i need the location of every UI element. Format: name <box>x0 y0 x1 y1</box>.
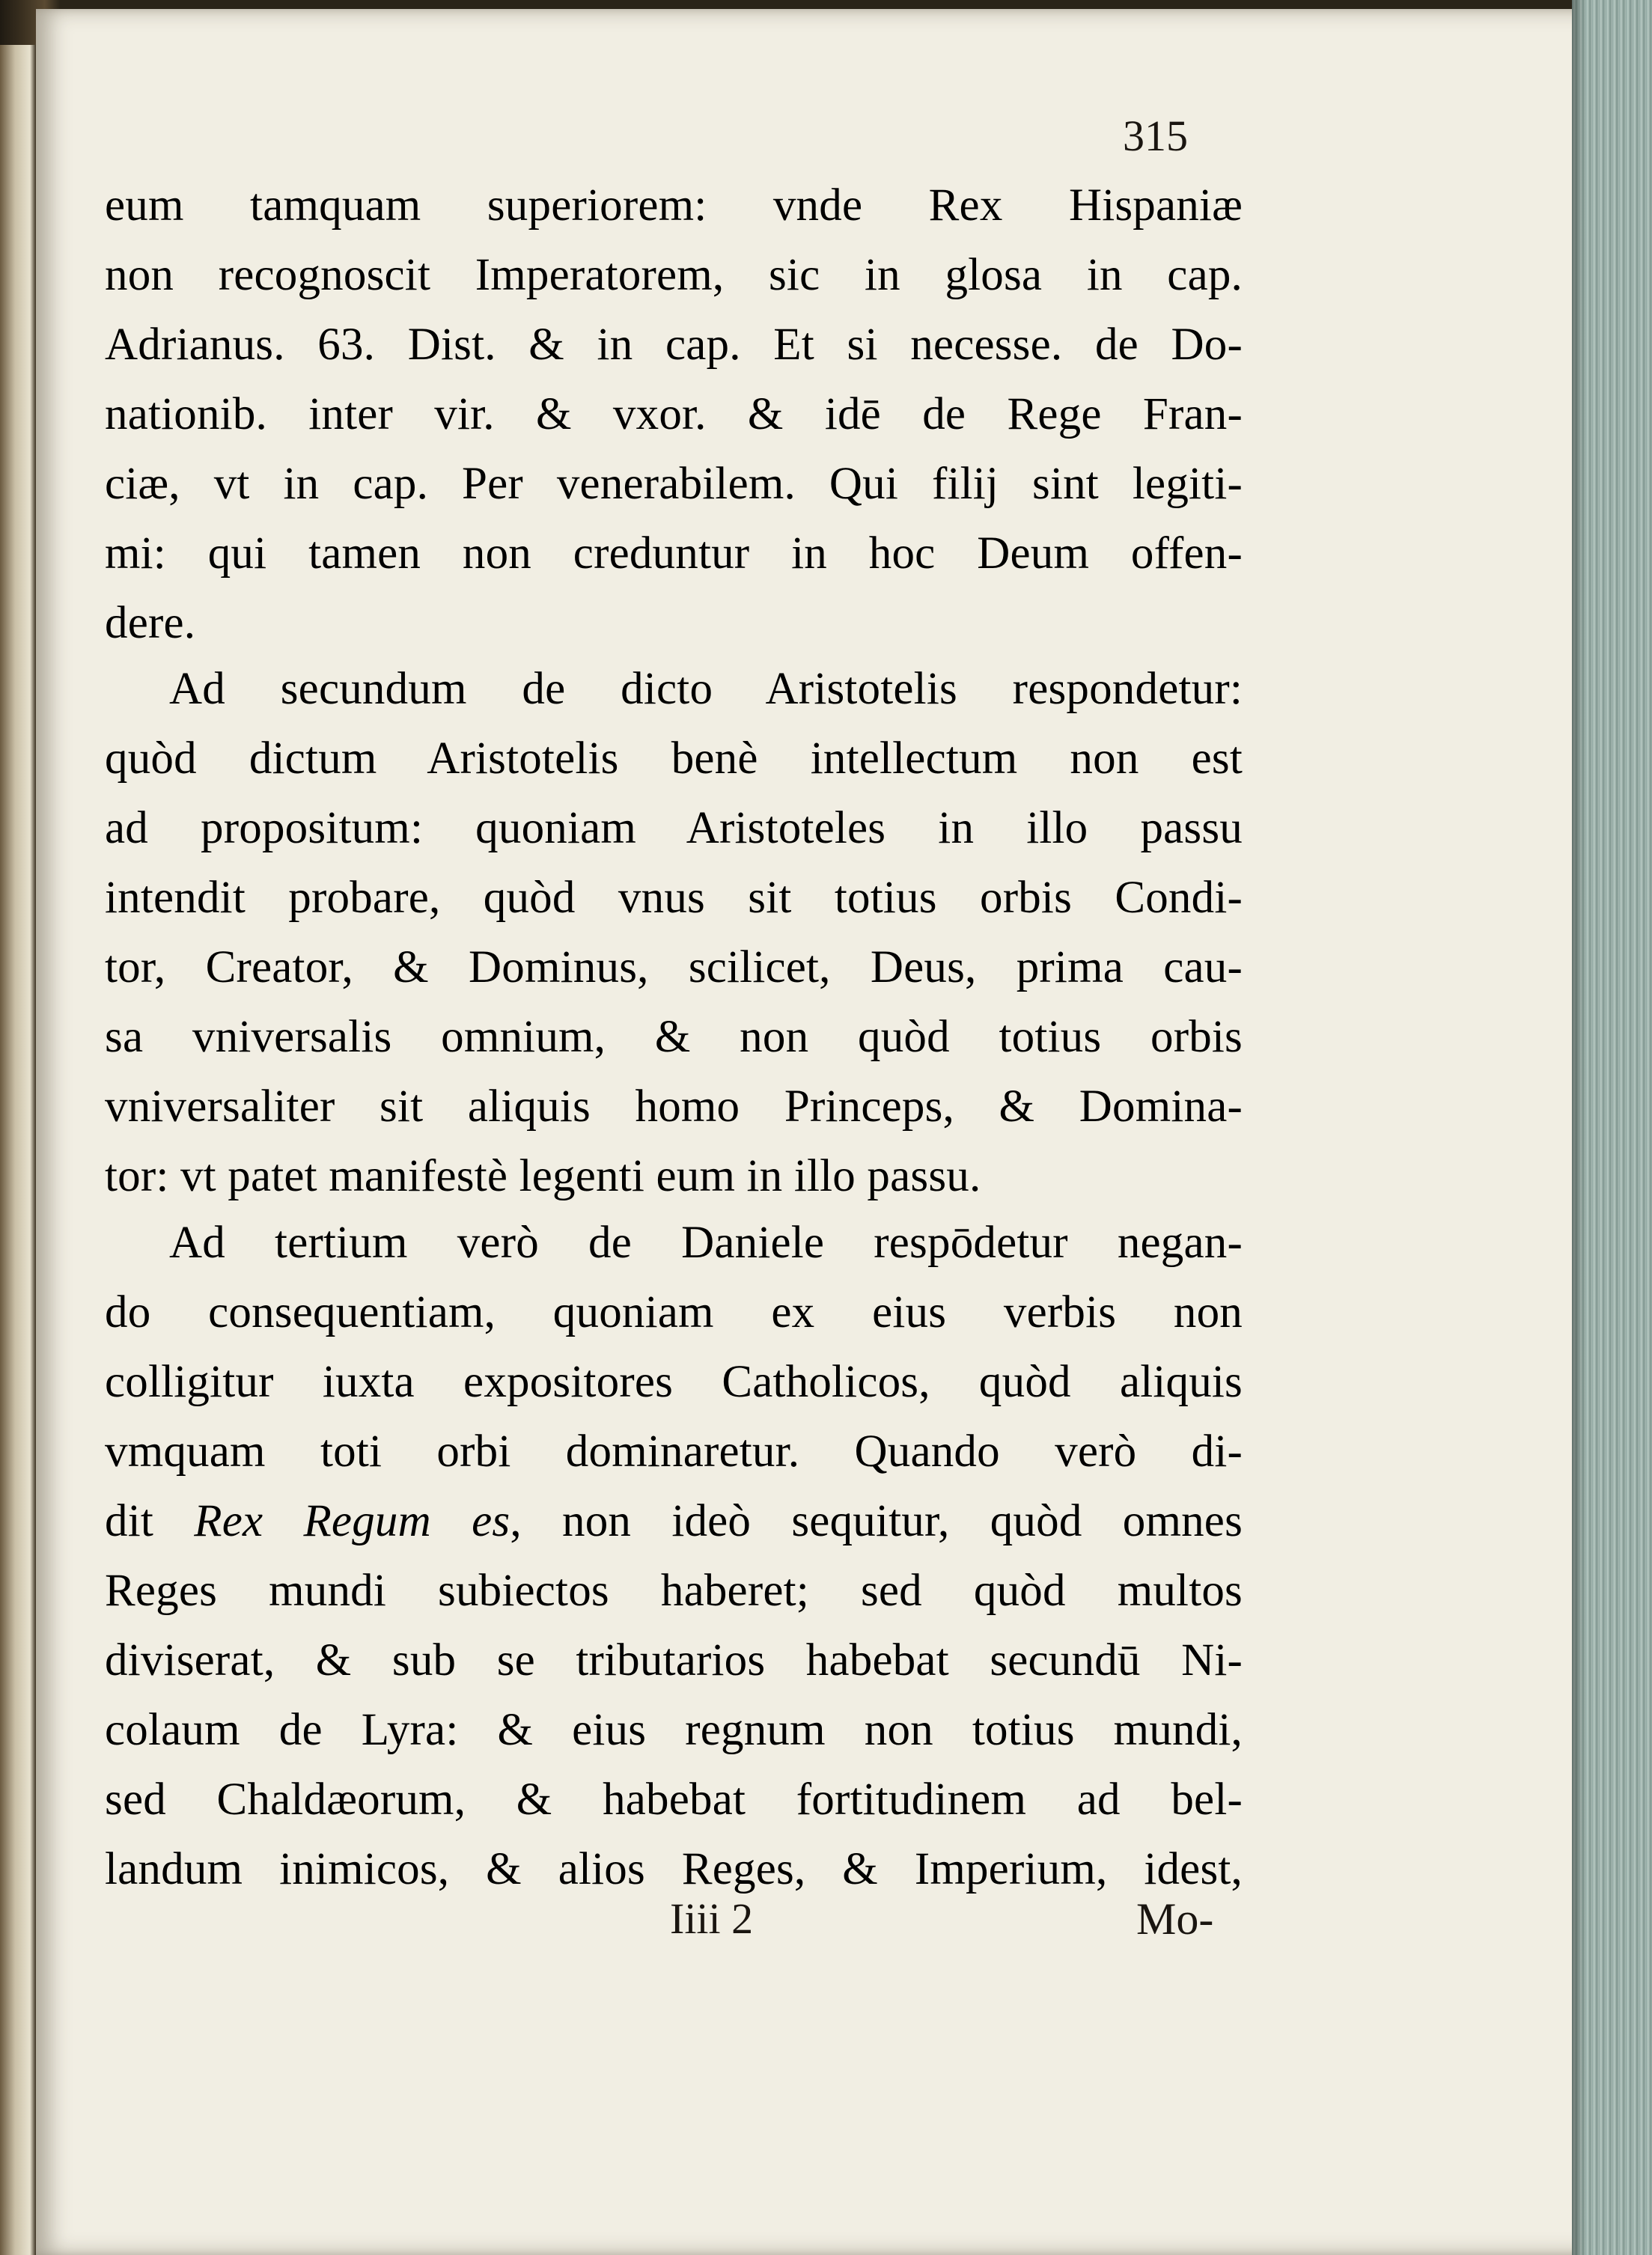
text-line: diviserat, & sub se tributarios habebat secundū Ni- <box>105 1635 1243 1685</box>
text-fragment: , non ideò sequitur, quòd omnes <box>510 1496 1243 1546</box>
page-number: 315 <box>1123 112 1188 160</box>
text-line: vniversaliter sit aliquis homo Princeps, & Domina- <box>105 1081 1243 1132</box>
text-line: colaum de Lyra: & eius regnum non totius mundi, <box>105 1705 1243 1755</box>
text-line: ciæ, vt in cap. Per venerabilem. Qui filij sint legiti- <box>105 459 1243 509</box>
text-line: Reges mundi subiectos haberet; sed quòd multos <box>105 1566 1243 1616</box>
text-line: colligitur iuxta expositores Catholicos, quòd aliquis <box>105 1357 1243 1407</box>
page-fore-edge <box>1572 0 1652 2255</box>
text-fragment: dit <box>105 1496 195 1546</box>
text-line: ad propositum: quoniam Aristoteles in illo passu <box>105 803 1243 853</box>
text-line: non recognoscit Imperatorem, sic in glosa in cap. <box>105 250 1243 300</box>
paragraph-3 <box>105 1208 1243 1904</box>
text-line: nationib. inter vir. & vxor. & idē de Rege Fran- <box>105 389 1243 439</box>
text-line: do consequentiam, quoniam ex eius verbis non <box>105 1287 1243 1337</box>
catchword: Mo- <box>1136 1894 1214 1944</box>
text-line-with-quote <box>105 1486 1243 1556</box>
text-line: sed Chaldæorum, & habebat fortitudinem ad bel- <box>105 1775 1243 1825</box>
facing-page-edge <box>0 45 36 2255</box>
text-line: intendit probare, quòd vnus sit totius orbis Condi- <box>105 873 1243 923</box>
text-line: dere. <box>105 598 196 648</box>
signature-mark: Iiii 2 <box>670 1894 754 1943</box>
italic-quote: Rex Regum es <box>194 1496 510 1546</box>
text-line: quòd dictum Aristotelis benè intellectum non est <box>105 733 1243 784</box>
text-line: eum tamquam superiorem: vnde Rex Hispaniæ <box>105 180 1243 231</box>
paragraph-1 <box>105 171 1243 658</box>
text-line: landum inimicos, & alios Reges, & Imperium, idest, <box>105 1844 1243 1894</box>
text-line: vmquam toti orbi dominaretur. Quando verò di- <box>105 1426 1243 1477</box>
text-line: Ad tertium verò de Daniele respōdetur negan- <box>169 1218 1243 1268</box>
text-line: sa vniversalis omnium, & non quòd totius orbis <box>105 1012 1243 1062</box>
text-line: Ad secundum de dicto Aristotelis respondetur: <box>169 664 1243 714</box>
text-line: tor, Creator, & Dominus, scilicet, Deus, prima cau- <box>105 942 1243 992</box>
text-line: tor: vt patet manifestè legenti eum in illo passu. <box>105 1151 981 1201</box>
text-line: Adrianus. 63. Dist. & in cap. Et si necesse. de Do- <box>105 320 1243 370</box>
paragraph-2 <box>105 654 1243 1211</box>
text-line: mi: qui tamen non creduntur in hoc Deum offen- <box>105 528 1243 579</box>
